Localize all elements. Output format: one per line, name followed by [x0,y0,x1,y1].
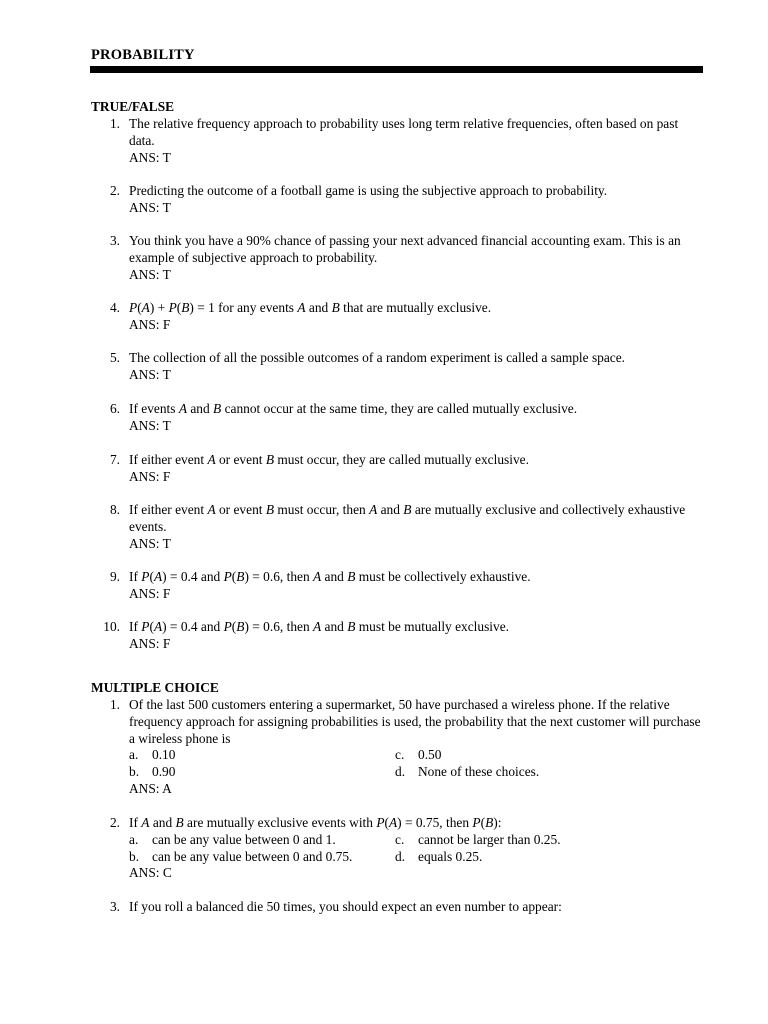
math-variable: B [347,569,356,584]
question-stem [129,619,704,636]
math-variable: P [223,569,232,584]
true-false-heading: TRUE/FALSE [91,99,175,114]
question-number: 5. [109,350,120,365]
text-run: ( [137,300,142,315]
choice-b: b. 0.90 [129,764,176,780]
math-variable: B [213,401,222,416]
question-number: 4. [109,300,120,315]
question-stem [129,300,704,317]
math-variable: A [313,619,322,634]
math-variable: A [388,815,398,830]
text-run: ) = 0.4 and [162,619,224,634]
question-number: 1. [109,697,120,712]
multiple-choice-heading: MULTIPLE CHOICE [91,680,219,695]
text-run: ) = 0.4 and [162,569,224,584]
answer: ANS: T [129,266,171,282]
answer: ANS: T [129,535,171,551]
text-run: ) = 1 for any events [189,300,298,315]
text-run: ) = 0.75, then [397,815,473,830]
text-run: If [129,619,142,634]
question-stem [129,350,704,367]
answer: ANS: T [129,417,171,433]
math-variable: A [207,452,216,467]
choice-d: d. equals 0.25. [395,848,483,864]
text-run: that are mutually exclusive. [339,300,492,315]
question-stem [129,452,704,469]
text-run: cannot occur at the same time, they are called mutually exclusive. [221,401,578,416]
question-stem [129,697,704,747]
text-run: must occur, they are called mutually exclusive. [274,452,529,467]
choice-b: b. can be any value between 0 and 0.75. [129,848,353,864]
text-run: ( [480,815,486,830]
text-run: and [377,502,404,517]
text-run: The relative frequency approach to probability uses long term relative frequencies, often based on past data. [129,116,679,148]
title-rule [90,66,703,73]
text-run: ( [231,619,237,634]
question-number: 8. [109,502,120,517]
choices [129,747,704,781]
question-number: 1. [109,116,120,131]
text-run: and [149,815,176,830]
math-variable: P [168,300,177,315]
text-run: ( [384,815,389,830]
math-variable: B [485,815,494,830]
math-variable: A [141,300,150,315]
answer: ANS: A [129,780,172,796]
choice-a: a. can be any value between 0 and 1. [129,831,336,847]
question-number: 10. [103,619,120,634]
math-variable: P [472,815,481,830]
choice-c: c. 0.50 [395,747,442,763]
choices [129,832,704,866]
answer: ANS: F [129,316,171,332]
math-variable: P [223,619,232,634]
math-variable: A [178,401,188,416]
question-stem [129,183,704,200]
math-variable: B [236,619,245,634]
math-variable: P [141,619,150,634]
math-variable: B [175,815,184,830]
choice-d: d. None of these choices. [395,764,540,780]
math-variable: A [141,815,150,830]
text-run: ( [149,569,154,584]
answer: ANS: T [129,149,171,165]
text-run: If events [129,401,179,416]
question-stem [129,899,704,916]
text-run: ) = 0.6, then [244,569,313,584]
math-variable: A [297,300,306,315]
question-number: 3. [109,233,120,248]
text-run: and [321,569,348,584]
text-run: and [321,619,348,634]
question-number: 6. [109,401,120,416]
text-run: If [129,815,142,830]
math-variable: A [153,569,163,584]
text-run: ) + [149,300,169,315]
question-number: 2. [109,815,120,830]
question-number: 2. [109,183,120,198]
question-stem [129,815,704,832]
text-run: If either event [129,452,208,467]
question-stem [129,502,704,536]
answer: ANS: T [129,199,171,215]
text-run: If either event [129,502,208,517]
text-run: are mutually exclusive and collectively exhaustive events. [129,502,686,534]
text-run: ) = 0.6, then [244,619,313,634]
question-number: 3. [109,899,120,914]
math-variable: P [141,569,150,584]
text-run: If [129,569,142,584]
math-variable: B [265,502,275,517]
answer: ANS: F [129,585,171,601]
math-variable: B [265,452,275,467]
text-run: You think you have a 90% chance of passing your next advanced financial accounting exam. This is an example of subjective approach to probability. [129,233,681,265]
text-run: Predicting the outcome of a football game is using the subjective approach to probability. [129,183,608,198]
question-number: 9. [109,569,120,584]
question-stem [129,401,704,418]
math-variable: A [153,619,163,634]
math-variable: B [236,569,245,584]
answer: ANS: T [129,366,171,382]
math-variable: B [403,502,412,517]
math-variable: A [313,569,322,584]
choice-c: c. cannot be larger than 0.25. [395,831,561,847]
text-run: must be mutually exclusive. [355,619,509,634]
answer: ANS: F [129,468,171,484]
answer: ANS: C [129,865,172,881]
page-title: PROBABILITY [91,47,195,63]
math-variable: B [331,300,340,315]
math-variable: B [181,300,190,315]
math-variable: A [207,502,216,517]
text-run: or event [215,452,266,467]
math-variable: B [347,619,356,634]
math-variable: P [129,300,138,315]
text-run: must occur, then [274,502,370,517]
question-number: 7. [109,452,120,467]
question-stem [129,569,704,586]
text-run: ( [176,300,182,315]
text-run: The collection of all the possible outcomes of a random experiment is called a sample space. [129,350,626,365]
text-run: Of the last 500 customers entering a supermarket, 50 have purchased a wireless phone. If the relative frequency approach for assigning probabilities is used, the probability that the next customer will purchase a wireless phone is [129,697,701,746]
answer: ANS: F [129,635,171,651]
math-variable: P [376,815,385,830]
text-run: ( [149,619,154,634]
question-stem [129,116,704,150]
text-run: and [187,401,214,416]
question-stem [129,233,704,267]
math-variable: A [369,502,378,517]
text-run: ): [493,815,502,830]
choice-a: a. 0.10 [129,747,176,763]
text-run: and [305,300,332,315]
text-run: or event [215,502,266,517]
text-run: ( [231,569,237,584]
text-run: are mutually exclusive events with [183,815,377,830]
text-run: must be collectively exhaustive. [355,569,531,584]
text-run: If you roll a balanced die 50 times, you should expect an even number to appear: [129,899,562,914]
